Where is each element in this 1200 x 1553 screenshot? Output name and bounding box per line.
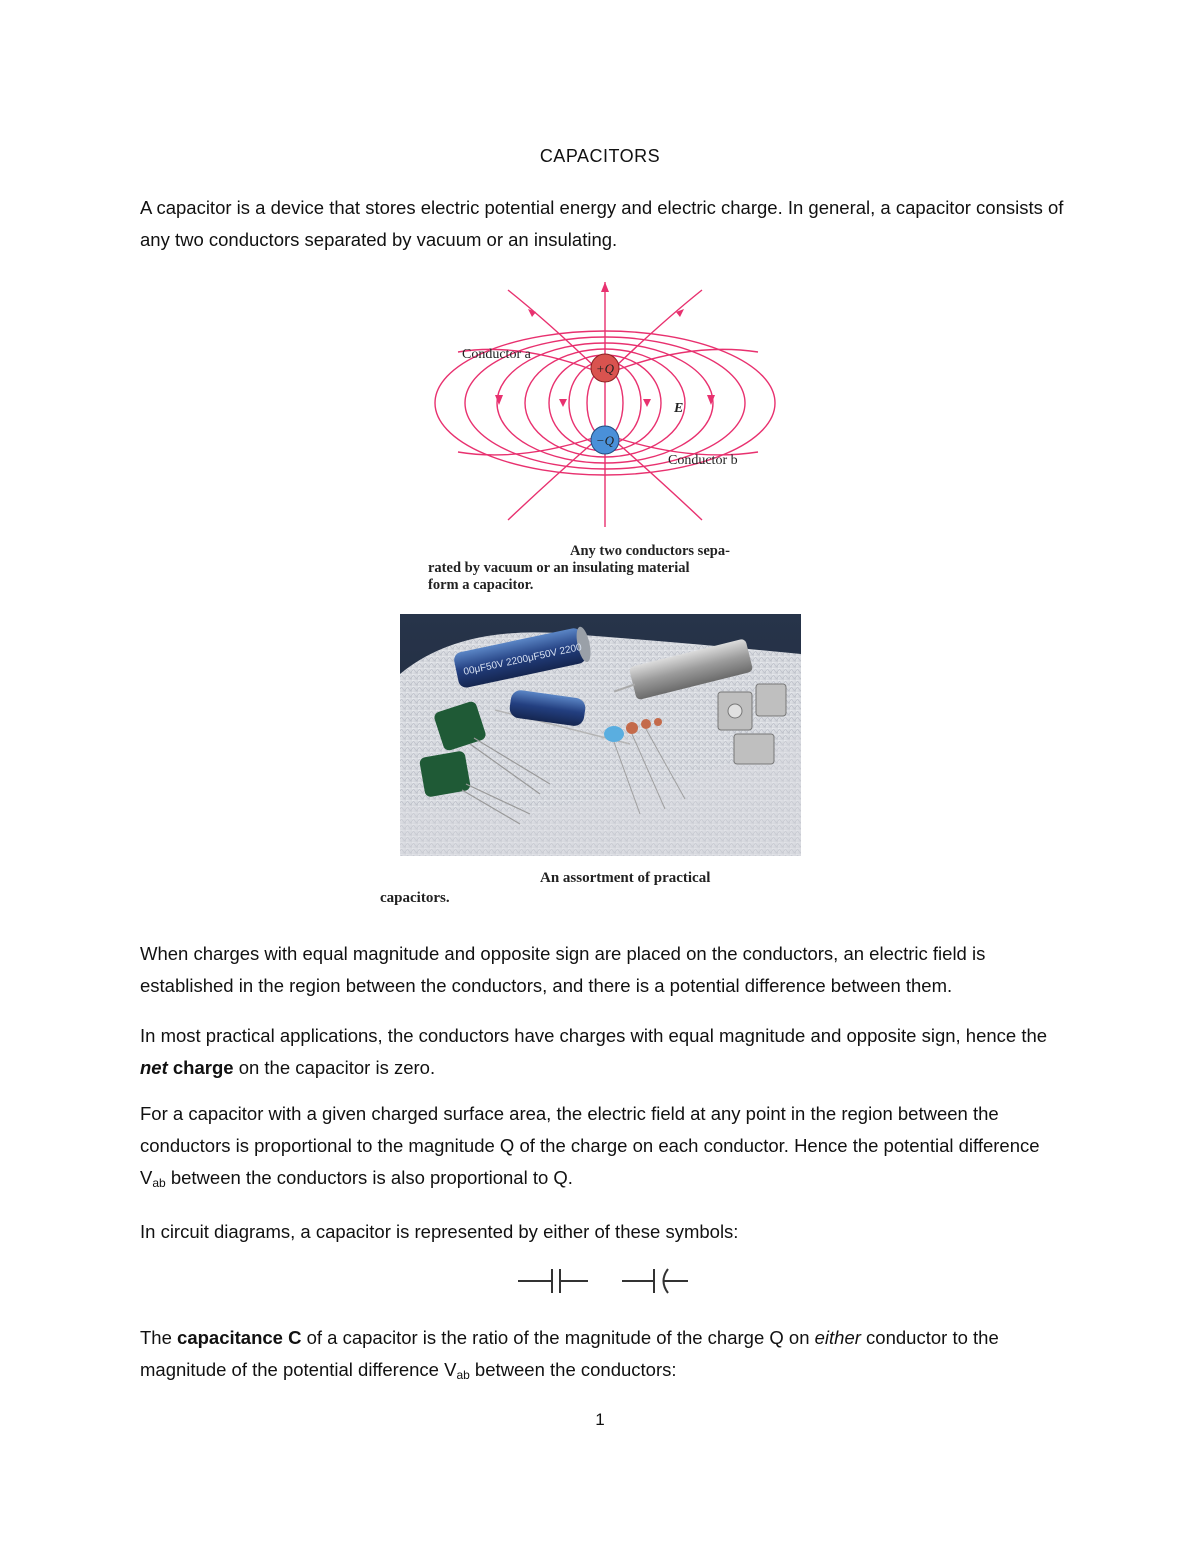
field-text-after: between the conductors is also proportional to Q. xyxy=(165,1167,573,1188)
net-emphasis: net xyxy=(140,1057,168,1078)
parallel-plate-symbol xyxy=(518,1269,588,1293)
figure2-caption-line2: capacitors. xyxy=(380,890,450,906)
charge-emphasis: charge xyxy=(167,1057,234,1078)
figure2-caption-line1: An assortment of practical xyxy=(540,870,711,886)
net-charge-text-before: In most practical applications, the conductors have charges with equal magnitude and opposite sign, hence the xyxy=(140,1025,1048,1046)
conductor-b-label: Conductor b xyxy=(668,453,738,468)
field-paragraph xyxy=(140,1098,1065,1199)
vab-subscript-2: ab xyxy=(456,1368,470,1382)
capacitance-paragraph xyxy=(140,1322,1065,1391)
either-emphasis: either xyxy=(814,1327,861,1348)
figure1-caption-line2: rated by vacuum or an insulating material xyxy=(428,560,690,576)
conductor-a-label: Conductor a xyxy=(462,347,531,362)
capacitor-print: 00μF50V 2200μF50V 2200 xyxy=(462,641,583,678)
capacitance-rest: conductor to the magnitude of the potential difference V xyxy=(140,1327,999,1380)
figure2-caption xyxy=(380,868,800,908)
figure1-caption-line3: form a capacitor. xyxy=(428,577,534,593)
polarized-symbol xyxy=(622,1269,688,1293)
capacitance-mid: of a capacitor is the ratio of the magnitude of the charge Q on xyxy=(301,1327,815,1348)
field-text: For a capacitor with a given charged surface area, the electric field at any point in the region between the conductors is proportional to the magnitude Q of the charge on each conductor. Hence the potential difference V xyxy=(140,1103,1040,1188)
field-lines xyxy=(435,282,775,527)
capacitance-term: capacitance C xyxy=(177,1327,302,1348)
page-title: CAPACITORS xyxy=(539,146,661,166)
capacitance-end: between the conductors: xyxy=(469,1359,677,1380)
vab-subscript: ab xyxy=(152,1176,166,1190)
symbols-paragraph: In circuit diagrams, a capacitor is represented by either of these symbols: xyxy=(140,1221,739,1242)
intro-paragraph: A capacitor is a device that stores electric potential energy and electric charge. In general, a capacitor consists of any two conductors separated by vacuum or an insulating. xyxy=(140,197,1064,250)
charges-paragraph: When charges with equal magnitude and opposite sign are placed on the conductors, an electric field is established in the region between the conductors, and there is a potential difference between them. xyxy=(140,943,986,996)
capacitance-the: The xyxy=(140,1327,178,1348)
minus-q-label: −Q xyxy=(595,433,615,448)
figure1-caption-line1: Any two conductors sepa- xyxy=(570,543,730,559)
net-charge-paragraph xyxy=(140,1020,1065,1084)
figure1-caption xyxy=(428,543,788,594)
field-e-label: E xyxy=(674,401,684,416)
plus-q-label: +Q xyxy=(595,361,615,376)
capacitors-photo xyxy=(400,614,801,856)
page-number: 1 xyxy=(595,1410,605,1429)
net-charge-text-after: on the capacitor is zero. xyxy=(233,1057,436,1078)
capacitor-symbols xyxy=(516,1266,696,1296)
